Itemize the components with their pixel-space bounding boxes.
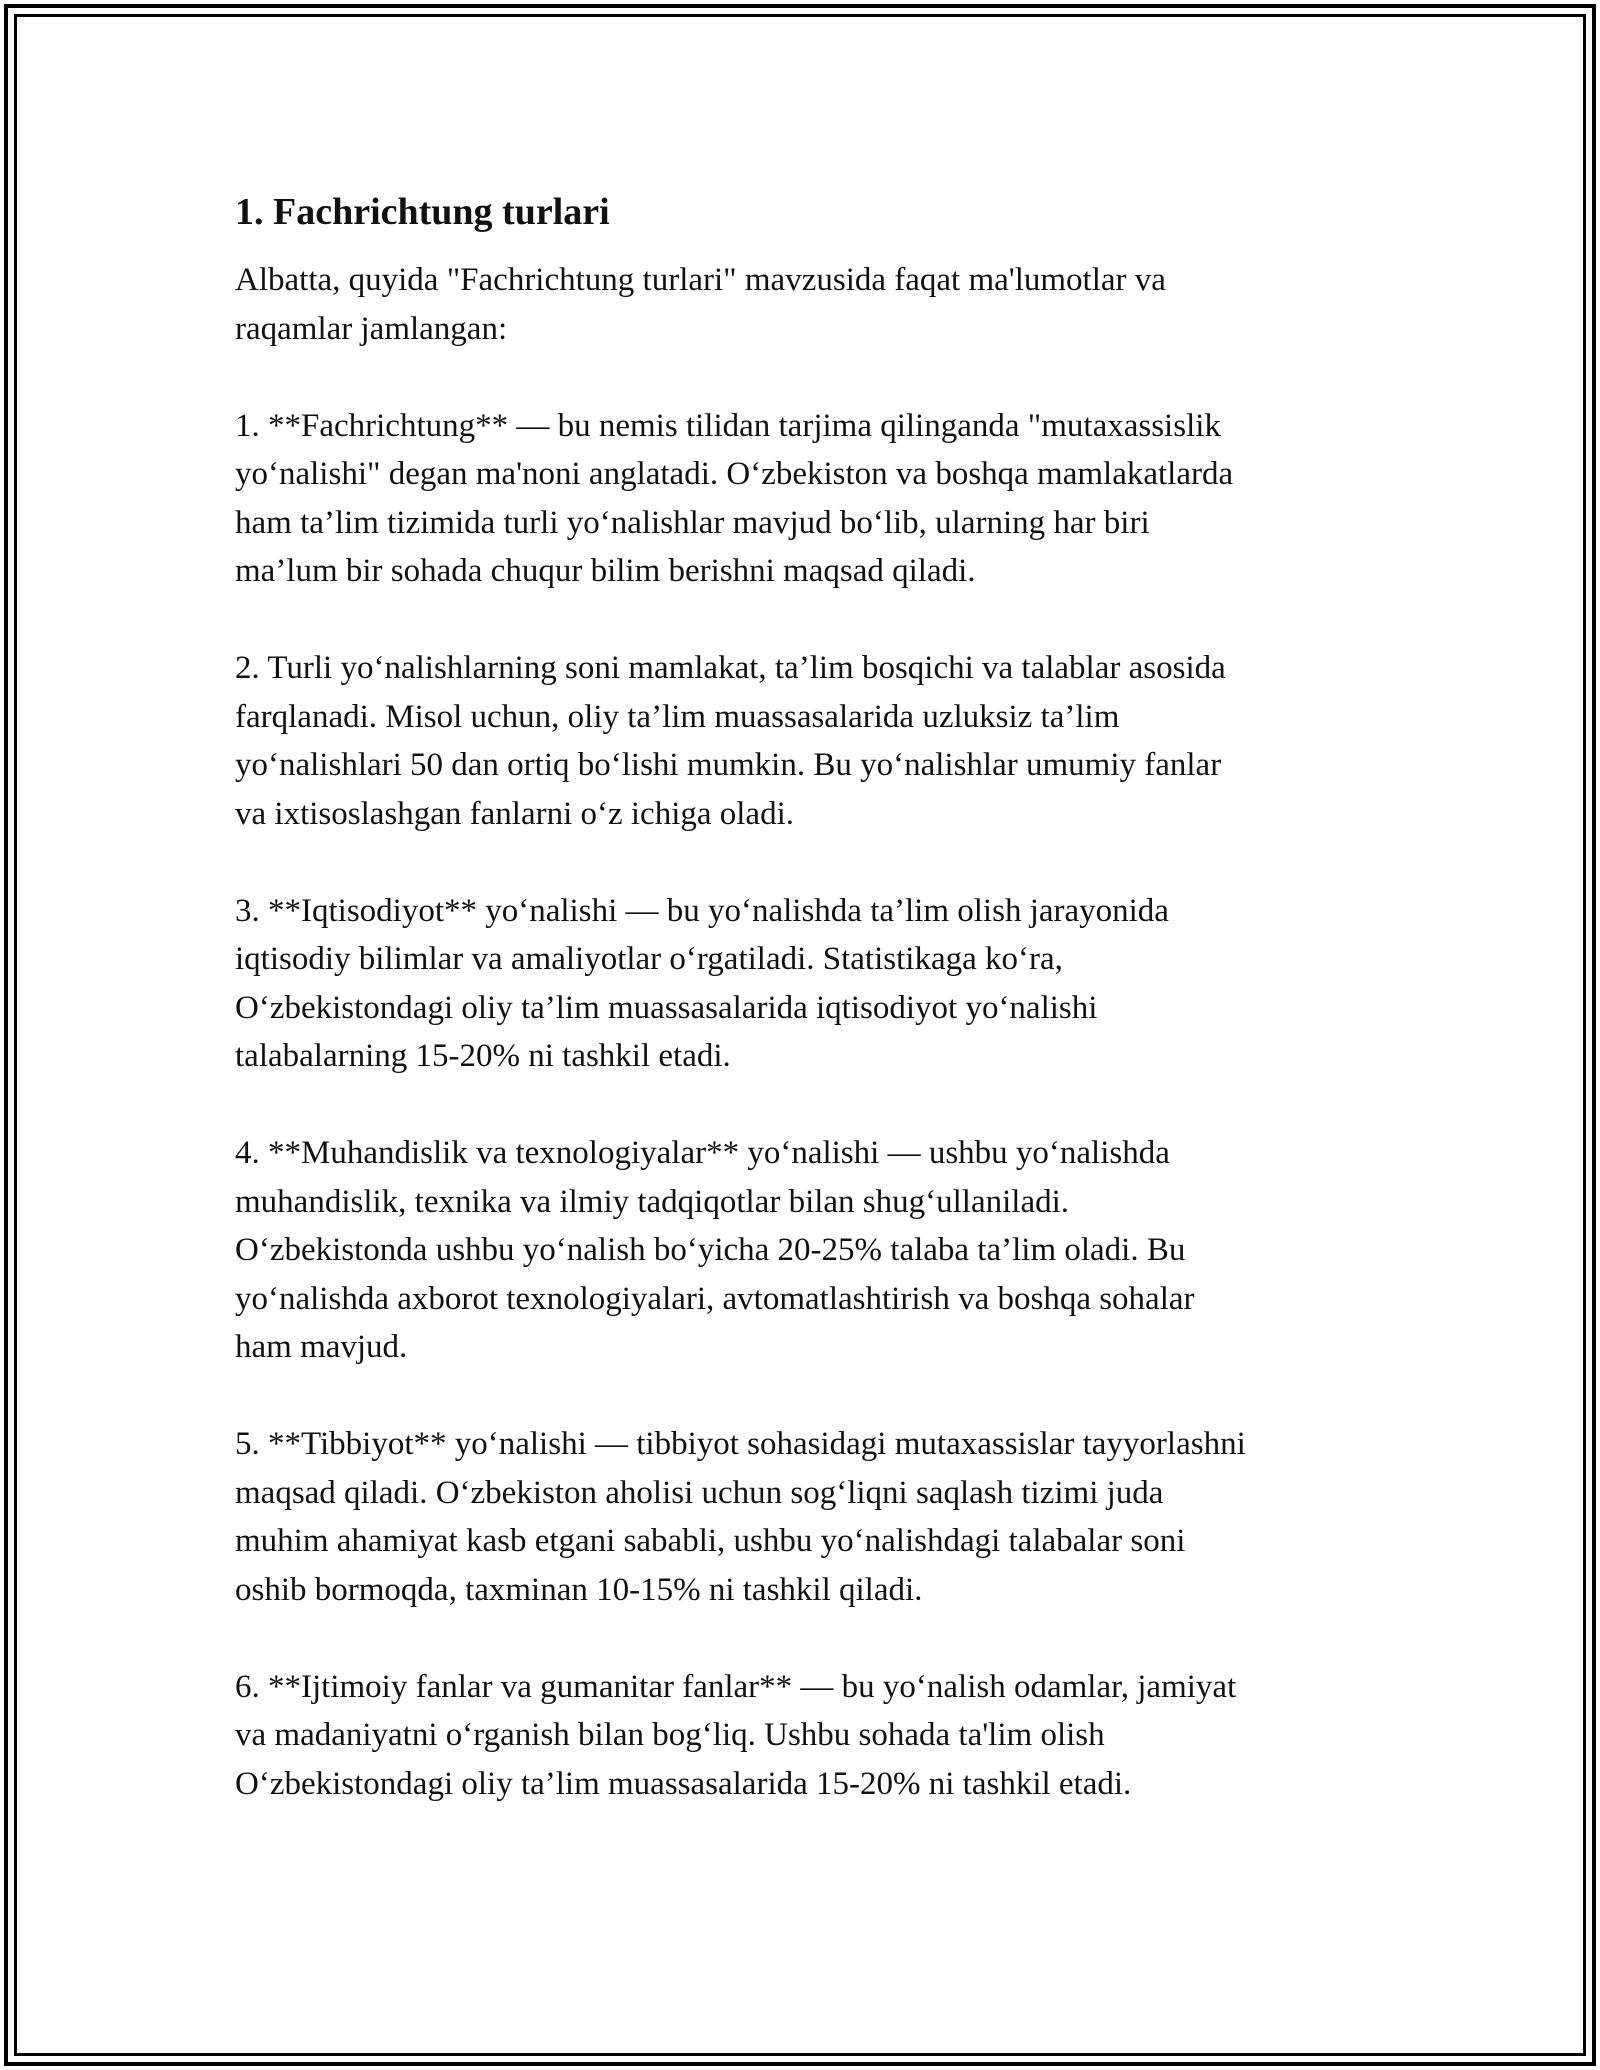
- paragraph-engineering: 4. **Muhandislik va texnologiyalar** yo‘nalishi — ushbu yo‘nalishda muhandislik, texnika va ilmiy tadqiqotlar bilan shug‘ullaniladi. O‘zbekistonda ushbu yo‘nalish bo‘yicha 20-25% talaba ta’lim oladi. Bu yo‘nalishda axborot texnologiyalari, avtomatlashtirish va boshqa sohalar ham mavjud.: [235, 1135, 1195, 1365]
- paragraph-social-sciences: 6. **Ijtimoiy fanlar va gumanitar fanlar** — bu yo‘nalish odamlar, jamiyat va madaniyatni o‘rganish bilan bog‘liq. Ushbu sohada ta'lim olish O‘zbekistondagi oliy ta’lim muassasalarida 15-20% ni tashkil etadi.: [235, 1668, 1237, 1802]
- paragraph-economics: 3. **Iqtisodiyot** yo‘nalishi — bu yo‘nalishda ta’lim olish jarayonida iqtisodiy bilimlar va amaliyotlar o‘rgatiladi. Statistikaga ko‘ra, O‘zbekistondagi oliy ta’lim muassasalarida iqtisodiyot yo‘nalishi talabalarning 15-20% ni tashkil etadi.: [235, 892, 1169, 1074]
- document-title: 1. Fachrichtung turlari: [235, 191, 610, 233]
- paragraph-fachrichtung: 1. **Fachrichtung** — bu nemis tilidan tarjima qilinganda "mutaxassislik yo‘nalishi" degan ma'noni anglatadi. O‘zbekiston va boshqa mamlakatlarda ham ta’lim tizimida turli yo‘nalishlar mavjud bo‘lib, ularning har biri ma’lum bir sohada chuqur bilim berishni maqsad qiladi.: [235, 407, 1234, 589]
- paragraph-directions-count: 2. Turli yo‘nalishlarning soni mamlakat, ta’lim bosqichi va talablar asosida farqlanadi. Misol uchun, oliy ta’lim muassasalarida uzluksiz ta’lim yo‘nalishlari 50 dan ortiq bo‘lishi mumkin. Bu yo‘nalishlar umumiy fanlar va ixtisoslashgan fanlarni o‘z ichiga oladi.: [235, 650, 1226, 832]
- paragraph-medicine: 5. **Tibbiyot** yo‘nalishi — tibbiyot sohasidagi mutaxassislar tayyorlashni maqsad qiladi. O‘zbekiston aholisi uchun sog‘liqni saqlash tizimi juda muhim ahamiyat kasb etgani sababli, ushbu yo‘nalishdagi talabalar soni oshib bormoqda, taxminan 10-15% ni tashkil qiladi.: [235, 1426, 1246, 1608]
- document-body: [235, 188, 1375, 1857]
- intro-paragraph: Albatta, quyida "Fachrichtung turlari" mavzusida faqat ma'lumotlar va raqamlar jamlangan:: [235, 262, 1166, 347]
